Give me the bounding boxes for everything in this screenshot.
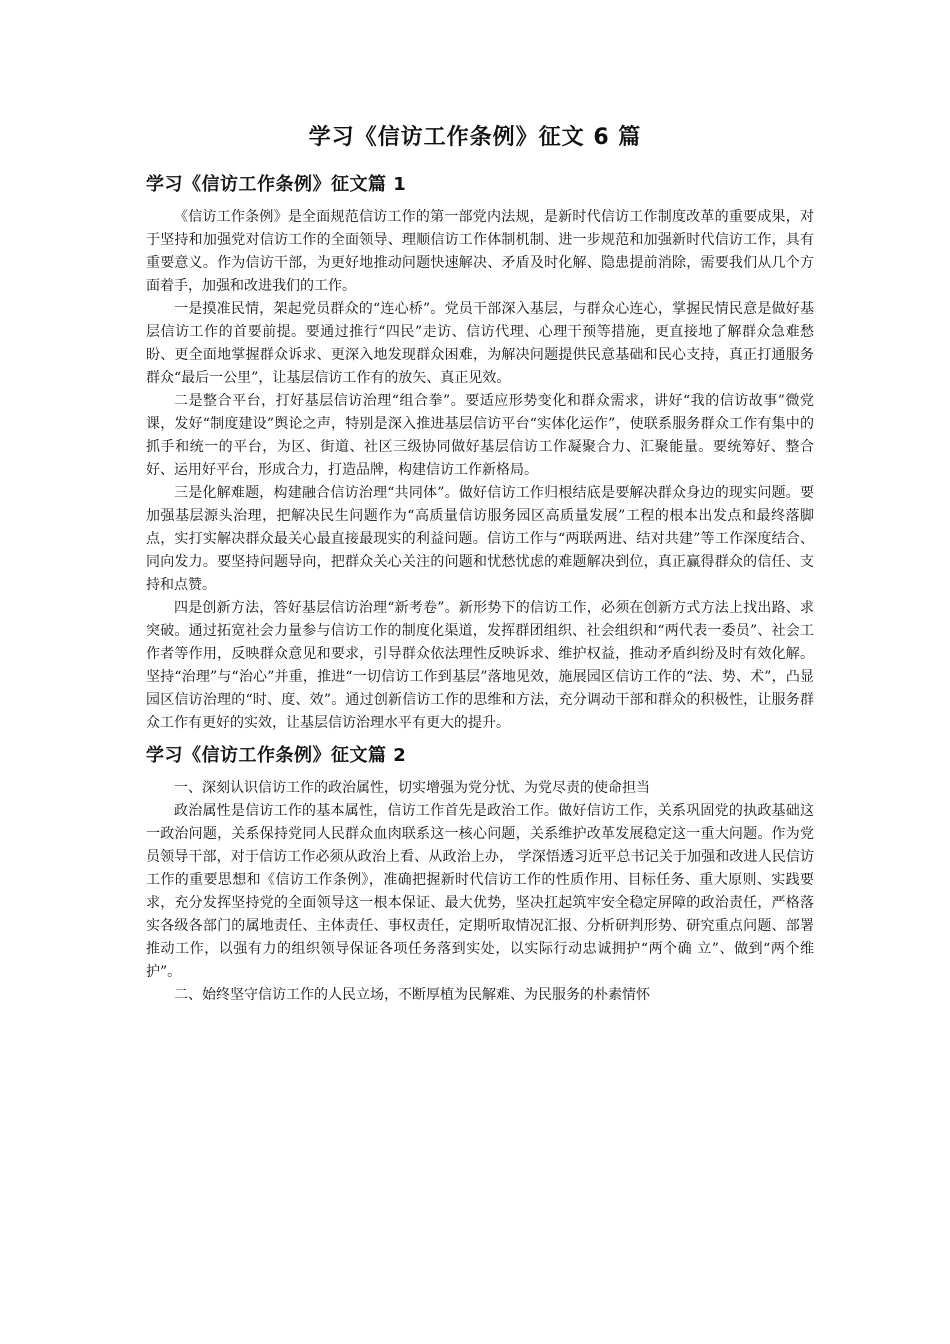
section-heading: 学习《信访工作条例》征文篇 1 bbox=[146, 174, 407, 195]
paragraph: 政治属性是信访工作的基本属性，信访工作首先是政治工作。做好信访工作，关系巩固党的执政基础这一政治问题，关系保持党同人民群众血肉联系这一核心问题，关系维护改革发展稳定这一重大问题。作为党员领导干部，对于信访工作必须从政治上看、从政治上办， 学深悟透习近平总书记关于加强和改进人民信访工作的重要思想和《信访工作条例》，准确把握新时代信访工作的性质作用、目标任务、重大原则、实践要求，充分发挥坚持党的全面领导这一根本保证、最大优势，坚决扛起筑牢安全稳定屏障的政治责任，严格落实各级各部门的属地责任、主体责任、事权责任，定期听取情况汇报、分析研判形势、研究重点问题、部署推动工作，以强有力的组织领导保证各项任务落到实处，以实际行动忠诚拥护“两个确 立”、做到“两个维护”。 bbox=[146, 803, 814, 980]
essay-section-2 bbox=[146, 741, 814, 1007]
paragraph: 二、始终坚守信访工作的人民立场，不断厚植为民解难、为民服务的朴素情怀 bbox=[174, 987, 650, 1003]
section-heading: 学习《信访工作条例》征文篇 2 bbox=[146, 745, 407, 766]
paragraph: 四是创新方法，答好基层信访治理“新考卷”。新形势下的信访工作，必须在创新方式方法上找出路、求突破。通过拓宽社会力量参与信访工作的制度化渠道，发挥群团组织、社会组织和“两代表一委员”、社会工作者等作用，反映群众意见和要求，引导群众依法理性反映诉求、维护权益，推动矛盾纠纷及时有效化解。坚持“治理”与“治心”并重，推进“一切信访工作到基层”落地见效，施展园区信访工作的“法、势、术”，凸显园区信访治理的“时、度、效”。通过创新信访工作的思维和方法，充分调动干部和群众的积极性，让服务群众工作有更好的实效，让基层信访治理水平有更大的提升。 bbox=[146, 600, 814, 731]
document-body bbox=[146, 170, 814, 1007]
paragraph: 一是摸准民情，架起党员群众的“连心桥”。党员干部深入基层，与群众心连心，掌握民情民意是做好基层信访工作的首要前提。要通过推行“四民”走访、信访代理、心理干预等措施，更直接地了解群众急难愁盼、更全面地掌握群众诉求、更深入地发现群众困难，为解决问题提供民意基础和民心支持，真正打通服务群众“最后一公里”，让基层信访工作有的放矢、真正见效。 bbox=[146, 301, 814, 386]
paragraph: 三是化解难题，构建融合信访治理“共同体”。做好信访工作归根结底是要解决群众身边的现实问题。要加强基层源头治理，把解决民生问题作为“高质量信访服务园区高质量发展”工程的根本出发点和最终落脚点，实打实解决群众最关心最直接最现实的利益问题。信访工作与“两联两进、结对共建”等工作深度结合、同向发力。要坚持问题导向，把群众关心关注的问题和忧愁忧虑的难题解决到位，真正赢得群众的信任、支持和点赞。 bbox=[146, 485, 814, 593]
essay-section-1 bbox=[146, 170, 814, 735]
paragraph: 二是整合平台，打好基层信访治理“组合拳”。要适应形势变化和群众需求，讲好“我的信访故事”微党课，发好“制度建设”舆论之声，特别是深入推进基层信访平台“实体化运作”，使联系服务群众工作有集中的抓手和统一的平台，为区、街道、社区三级协同做好基层信访工作凝聚合力、汇聚能量。要统筹好、整合好、运用好平台，形成合力，打造品牌，构建信访工作新格局。 bbox=[146, 393, 814, 478]
paragraph: 一、深刻认识信访工作的政治属性，切实增强为党分忧、为党尽责的使命担当 bbox=[174, 780, 650, 796]
document-title: 学习《信访工作条例》征文 6 篇 bbox=[308, 125, 642, 150]
paragraph: 《信访工作条例》是全面规范信访工作的第一部党内法规，是新时代信访工作制度改革的重要成果，对于坚持和加强党对信访工作的全面领导、理顺信访工作体制机制、进一步规范和加强新时代信访工作，具有重要意义。作为信访干部，为更好地推动问题快速解决、矛盾及时化解、隐患提前消除，需要我们从几个方面着手，加强和改进我们的工作。 bbox=[146, 209, 814, 294]
